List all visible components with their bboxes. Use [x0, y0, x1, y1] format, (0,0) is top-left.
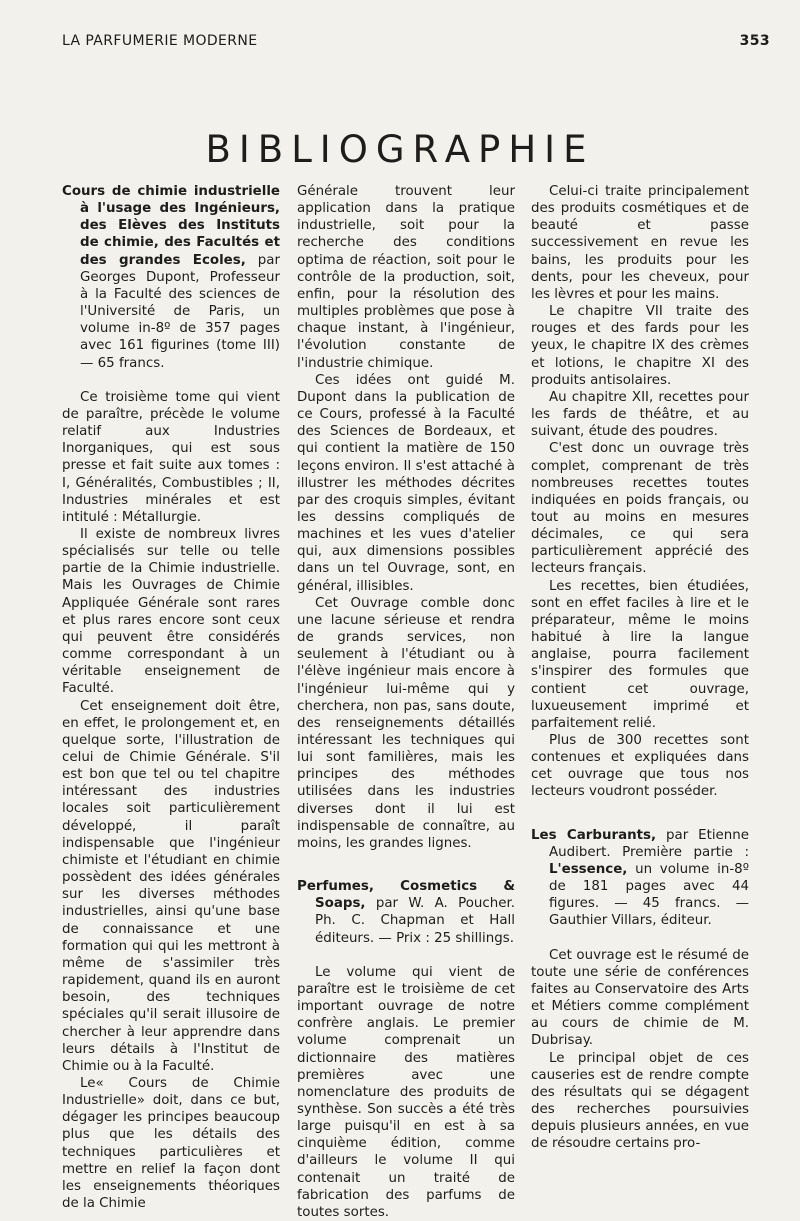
book-title: Les Carburants,: [531, 827, 657, 843]
paragraph: C'est donc un ouvrage très complet, comprenant de très nombreuses recettes toutes indiquées en poids français, ou tout au moins en mesures décimales, ce qui sera particulièrement apprécié des lecteurs français.: [531, 441, 749, 577]
paragraph: Ce troisième tome qui vient de paraître, précède le volume relatif aux Industries Inorganiques, qui est sous presse et fait suite aux tomes : I, Généralités, Combustibles ; II, Industries minérales et est intitulé : Métallurgie.: [62, 389, 280, 525]
paragraph: Ces idées ont guidé M. Dupont dans la publication de ce Cours, professé à la Faculté des Sciences de Bordeaux, et qui contient la matière de 150 leçons environ. Il s'est attaché à illustrer les méthodes décrites par des croquis simples, évitant les dessins compliqués de machines et les vues d'atelier qui, aux dimensions possibles dans un tel Ouvrage, sont, en général, illisibles.: [297, 372, 515, 594]
review-entry-heading: [62, 183, 280, 372]
paragraph: Celui-ci traite principalement des produits cosmétiques et de beauté et passe successivement en revue les bains, les produits pour les dents, pour les cheveux, pour les lèvres et pour les mains.: [531, 184, 749, 302]
review-entry-heading: [531, 827, 749, 930]
paragraph: Le principal objet de ces causeries est de rendre compte des résultats qui se dégagent des recherches poursuivies depuis plusieurs années, en vue de résoudre certains pro-: [531, 1050, 749, 1152]
paragraph: Le chapitre VII traite des rouges et des fards pour les yeux, le chapitre IX des crèmes et lotions, le chapitre XI des produits antisolaires.: [531, 304, 749, 388]
paragraph: Cet ouvrage est le résumé de toute une série de conférences faites au Conservatoire des Arts et Métiers comme complément au cours de chimie de M. Dubrisay.: [531, 947, 749, 1049]
journal-name: LA PARFUMERIE MODERNE: [62, 33, 258, 49]
book-details: par Georges Dupont, Professeur à la Faculté des sciences de l'Université de Paris, un volume in-8º de 357 pages avec 161 figurines (tome III) — 65 francs.: [80, 252, 280, 371]
paragraph: Le« Cours de Chimie Industrielle» doit, dans ce but, dégager les principes beaucoup plus que les détails des techniques particulières et mettre en relief la façon dont les enseignements théoriques de la Chimie: [62, 1075, 280, 1212]
paragraph: Cet Ouvrage comble donc une lacune sérieuse et rendra de grands services, non seulement à l'étudiant ou à l'élève ingénieur mais encore à l'ingénieur lui-même qui y cherchera, non pas, sans doute, des renseignements détaillés intéressant les techniques qui lui sont familières, mais les principes des méthodes utilisées dans les industries diverses dont il lui est indispensable de connaître, au moins, les grandes lignes.: [297, 595, 515, 851]
page-title: BIBLIOGRAPHIE: [205, 127, 595, 171]
paragraph: Au chapitre XII, recettes pour les fards de théâtre, et au suivant, étude des poudres.: [531, 389, 749, 440]
book-title: Perfumes, Cosmetics & Soaps,: [297, 879, 515, 912]
paragraph: Les recettes, bien étudiées, sont en effet faciles à lire et le préparateur, même le moins habitué à lire la langue anglaise, pourra facilement s'inspirer des formules que contient cet ouvrage, luxueusement imprimé et parfaitement relié.: [531, 578, 749, 731]
paragraph: Plus de 300 recettes sont contenues et expliquées dans cet ouvrage que tous nos lecteurs voudront posséder.: [531, 733, 749, 800]
book-title: Cours de chimie industrielle à l'usage des Ingénieurs, des Elèves des Instituts de chimie, des Facultés et des grandes Ecoles,: [62, 184, 280, 268]
page-number: 353: [739, 33, 770, 49]
column-1: [62, 183, 280, 1212]
paragraph: Le volume qui vient de paraître est le troisième de cet important ouvrage de notre confrère anglais. Le premier volume comprenait un dictionnaire des matières premières avec une nomenclature des produits de synthèse. Son succès a été très large puisqu'il en est à sa cinquième édition, comme d'ailleurs le volume II qui contenait un traité de fabrication des parfums de toutes sortes.: [297, 964, 515, 1220]
book-details: un volume in-8º de 181 pages avec 44 figures. — 45 francs. — Gauthier Villars, éditeur.: [549, 861, 749, 929]
paragraph: Il existe de nombreux livres spécialisés sur telle ou telle partie de la Chimie industrielle. Mais les Ouvrages de Chimie Appliquée Générale sont rares et plus rares encore sont ceux qui peuvent être considérés comme correspondant à un véritable enseignement de Faculté.: [62, 526, 280, 697]
running-head: [62, 33, 770, 53]
book-subtitle: L'essence,: [549, 861, 628, 877]
column-2: [297, 183, 515, 1221]
review-entry-heading: [297, 878, 515, 947]
book-details: par Etienne Audibert. Première partie :: [549, 827, 749, 860]
book-details: par W. A. Poucher. Ph. C. Chapman et Hall éditeurs. — Prix : 25 shillings.: [315, 896, 515, 946]
paragraph: Générale trouvent leur application dans la pratique industrielle, soit pour la recherche des conditions optima de réaction, soit pour le contrôle de la production, soit, enfin, pour la résolution des multiples problèmes que pose à chaque instant, à l'ingénieur, l'évolution constante de l'industrie chimique.: [297, 184, 515, 371]
paragraph: Cet enseignement doit être, en effet, le prolongement et, en quelque sorte, l'illustration de celui de Chimie Générale. S'il est bon que tel ou tel chapitre intéressant des industries locales soit particulièrement développé, il paraît indispensable que l'ingénieur chimiste et l'étudiant en chimie possèdent des idées générales sur les diverses méthodes industrielles, ainsi qu'une base de connaissance et une formation qui qui les mettront à même de s'assimiler très rapidement, quand ils en auront besoin, des techniques spéciales qu'il serait illusoire de chercher à leur apprendre dans leurs détails à l'Institut de Chimie ou à la Faculté.: [62, 698, 280, 1074]
column-3: [531, 183, 749, 1152]
